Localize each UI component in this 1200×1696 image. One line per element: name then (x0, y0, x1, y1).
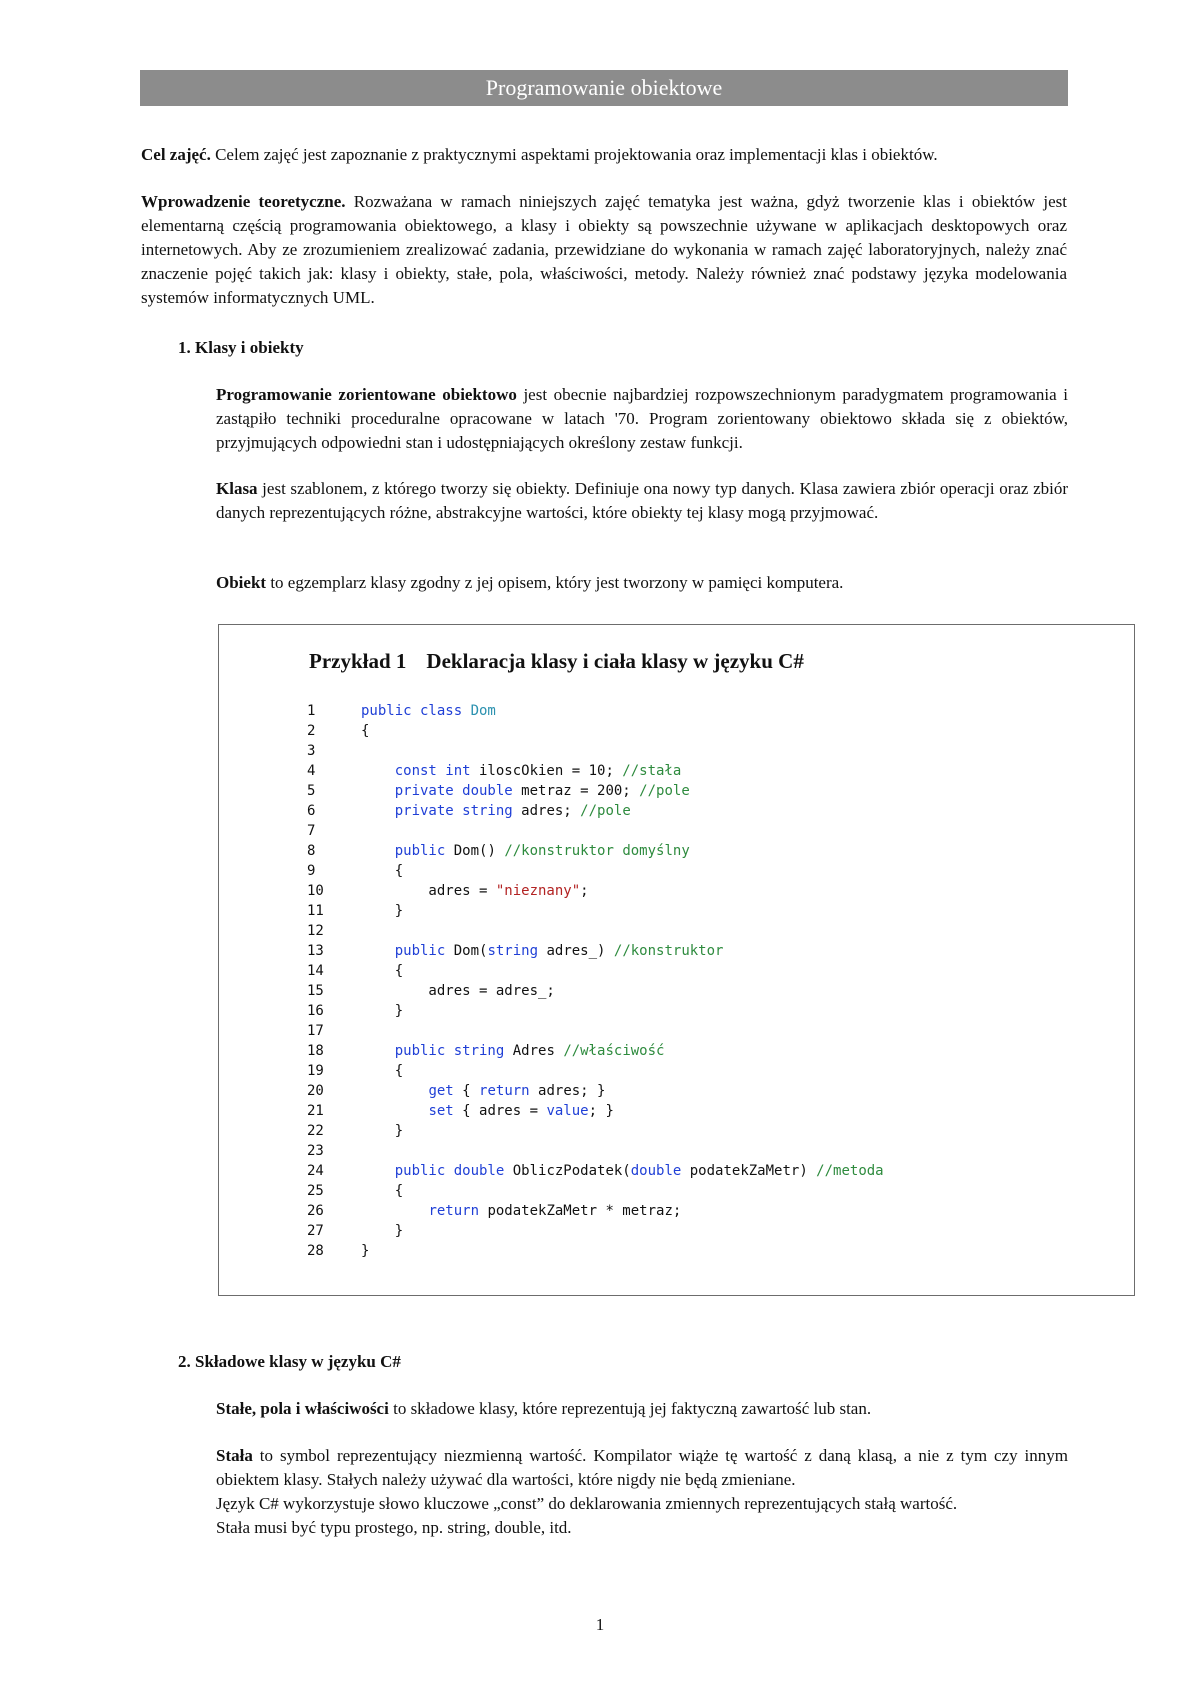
class-text: jest szablonem, z którego tworzy się obiekty. Definiuje ona nowy typ danych. Klasa zawiera zbiór operacji oraz zbiór danych reprezentujących różne, abstrakcyjne wartości, które obiekty tej klasy mogą przyjmować. (216, 479, 1068, 522)
code-text (361, 941, 723, 961)
code-token: //metoda (816, 1163, 884, 1179)
line-number: 24 (307, 1163, 324, 1179)
line-number: 7 (307, 823, 316, 839)
code-token: adres = adres_; (361, 983, 555, 999)
code-token: } (361, 1123, 404, 1139)
code-token: public double (394, 1163, 505, 1179)
introduction-label: Wprowadzenie teoretyczne. (141, 192, 346, 211)
code-token: podatekZaMetr) (681, 1163, 817, 1179)
code-token: { (361, 1063, 404, 1079)
class-label: Klasa (216, 479, 258, 498)
code-token: const int (394, 763, 471, 779)
code-token (361, 1163, 395, 1179)
code-text (361, 701, 496, 721)
code-token: public string (394, 1043, 505, 1059)
line-number: 4 (307, 763, 316, 779)
paragraph-constant (216, 1444, 1068, 1492)
code-token: } (361, 1223, 404, 1239)
code-text (361, 1221, 403, 1241)
code-text (361, 1121, 403, 1141)
goal-label: Cel zajęć. (141, 145, 211, 164)
code-text (361, 1101, 614, 1121)
code-token: get (428, 1083, 454, 1099)
code-token: //pole (639, 783, 690, 799)
line-number: 8 (307, 843, 316, 859)
code-token: private double (394, 783, 513, 799)
line-number: 27 (307, 1223, 324, 1239)
code-token: return (479, 1083, 530, 1099)
example-label: Przykład 1 (309, 649, 407, 673)
code-text (361, 1181, 403, 1201)
paragraph-object (216, 571, 1068, 595)
code-token: ; } (588, 1103, 614, 1119)
members-label: Stałe, pola i właściwości (216, 1399, 389, 1418)
paragraph-members (216, 1397, 1068, 1421)
code-token: adres; } (529, 1083, 606, 1099)
code-token: Dom (470, 703, 496, 719)
code-token: public (394, 843, 446, 859)
line-number: 10 (307, 883, 324, 899)
code-token (361, 943, 395, 959)
line-number: 26 (307, 1203, 324, 1219)
code-token: { (361, 863, 404, 879)
code-token (361, 1203, 428, 1219)
code-token (361, 763, 395, 779)
code-token: public (394, 943, 446, 959)
code-token: } (361, 1243, 370, 1259)
code-example-box (218, 624, 1135, 1296)
paragraph-const-type: Stała musi być typu prostego, np. string, double, itd. (216, 1518, 572, 1537)
line-number: 5 (307, 783, 316, 799)
code-text (361, 1061, 403, 1081)
code-token: { adres = (453, 1103, 547, 1119)
line-number: 18 (307, 1043, 324, 1059)
code-token: metraz = 200; (512, 783, 640, 799)
code-text (361, 721, 369, 741)
paragraph-class (216, 477, 1068, 525)
object-text: to egzemplarz klasy zgodny z jej opisem, który jest tworzony w pamięci komputera. (266, 573, 844, 592)
members-text: to składowe klasy, które reprezentują jej faktyczną zawartość lub stan. (388, 1399, 872, 1418)
code-token: { (453, 1083, 480, 1099)
paragraph-introduction (141, 190, 1067, 310)
line-number: 25 (307, 1183, 324, 1199)
line-number: 12 (307, 923, 324, 939)
code-token (361, 843, 395, 859)
code-text (361, 1001, 403, 1021)
code-token: string (487, 943, 539, 959)
line-number: 6 (307, 803, 316, 819)
introduction-text: Rozważana w ramach niniejszych zajęć tematyka jest ważna, gdyż tworzenie klas i obiektów jest elementarną częścią programowania obiektowego, a klasy i obiekty są powszechnie używane w aplikacjach desktopowych oraz internetowych. Aby ze zrozumieniem zrealizować zadania, przewidziane do wykonania w ramach zajęć laboratoryjnych, należy znać znaczenie pojęć takich jak: klasy i obiekty, stałe, pola, właściwości, metody. Należy również znać podstawy języka modelowania systemów informatycznych UML. (141, 192, 1068, 307)
constant-label: Stała (216, 1446, 253, 1465)
line-number: 21 (307, 1103, 324, 1119)
object-label: Obiekt (216, 573, 267, 592)
code-text (361, 1081, 605, 1101)
code-token (361, 1043, 395, 1059)
code-token: { (361, 723, 370, 739)
code-text (361, 961, 403, 981)
oop-label: Programowanie zorientowane obiektowo (216, 385, 517, 404)
code-text (361, 761, 681, 781)
line-number: 14 (307, 963, 324, 979)
code-text (361, 1041, 664, 1061)
code-token: private string (394, 803, 513, 819)
line-number: 9 (307, 863, 316, 879)
code-text (361, 981, 555, 1001)
code-text (361, 1161, 884, 1181)
page-number: 1 (595, 1615, 605, 1634)
paragraph-oop (216, 383, 1068, 455)
code-text (361, 841, 690, 861)
document-title: Programowanie obiektowe (140, 70, 1068, 106)
code-token: //konstruktor domyślny (504, 843, 690, 859)
code-token (361, 1083, 428, 1099)
code-token: adres_) (538, 943, 614, 959)
constant-text: to symbol reprezentujący niezmienną wartość. Kompilator wiąże tę wartość z daną klasą, a nie z tym czy innym obiektem klasy. Stałych należy używać dla wartości, które nigdy nie będą zmieniane. (216, 1446, 1068, 1489)
section-heading-class-members: 2. Składowe klasy w języku C# (178, 1352, 401, 1371)
code-text (361, 901, 403, 921)
code-token (361, 783, 395, 799)
code-token: value (546, 1103, 589, 1119)
code-token: set (428, 1103, 454, 1119)
code-token: Dom( (445, 943, 488, 959)
oop-text: jest obecnie najbardziej rozpowszechnionym paradygmatem programowania i zastąpiło techniki proceduralne opracowane w latach '70. Program zorientowany obiektowo składa się z obiektów, przyjmujących odpowiedni stan i udostępniających określony zestaw funkcji. (216, 385, 1068, 452)
line-number: 3 (307, 743, 316, 759)
code-token: ObliczPodatek( (504, 1163, 631, 1179)
code-token: } (361, 903, 404, 919)
code-token: iloscOkien = 10; (470, 763, 623, 779)
code-token: podatekZaMetr * metraz; (479, 1203, 682, 1219)
code-token: "nieznany" (495, 883, 581, 899)
line-number: 17 (307, 1023, 324, 1039)
code-text (361, 861, 403, 881)
code-token: { (361, 1183, 404, 1199)
code-token: double (630, 1163, 682, 1179)
code-token: //konstruktor (613, 943, 724, 959)
code-token: Dom() (445, 843, 505, 859)
code-token: Adres (504, 1043, 564, 1059)
code-token: ; (580, 883, 589, 899)
code-text (361, 801, 631, 821)
code-text (361, 1201, 681, 1221)
code-token: //pole (580, 803, 631, 819)
line-number: 22 (307, 1123, 324, 1139)
code-token: //właściwość (563, 1043, 665, 1059)
line-number: 16 (307, 1003, 324, 1019)
code-token (361, 1103, 428, 1119)
code-token: } (361, 1003, 404, 1019)
line-number: 11 (307, 903, 324, 919)
example-title (309, 649, 804, 674)
goal-text: Celem zajęć jest zapoznanie z praktycznymi aspektami projektowania oraz implementacji klas i obiektów. (210, 145, 938, 164)
code-text (361, 1241, 369, 1261)
line-number: 2 (307, 723, 316, 739)
paragraph-const-keyword: Język C# wykorzystuje słowo kluczowe „const” do deklarowania zmiennych reprezentujących stałą wartość. (216, 1494, 958, 1513)
code-text (361, 781, 690, 801)
code-token: adres; (512, 803, 581, 819)
code-token: //stała (622, 763, 682, 779)
line-number: 19 (307, 1063, 324, 1079)
code-token: { (361, 963, 404, 979)
example-caption: Deklaracja klasy i ciała klasy w języku C# (426, 649, 804, 673)
code-text (361, 881, 589, 901)
section-heading-classes-objects: 1. Klasy i obiekty (178, 338, 304, 357)
line-number: 23 (307, 1143, 324, 1159)
line-number: 13 (307, 943, 324, 959)
line-number: 28 (307, 1243, 324, 1259)
line-number: 15 (307, 983, 324, 999)
paragraph-goal (141, 143, 1067, 167)
code-token: return (428, 1203, 480, 1219)
code-token (361, 803, 395, 819)
code-token: public class (361, 703, 471, 719)
code-token: adres = (361, 883, 496, 899)
line-number: 1 (307, 703, 316, 719)
line-number: 20 (307, 1083, 324, 1099)
